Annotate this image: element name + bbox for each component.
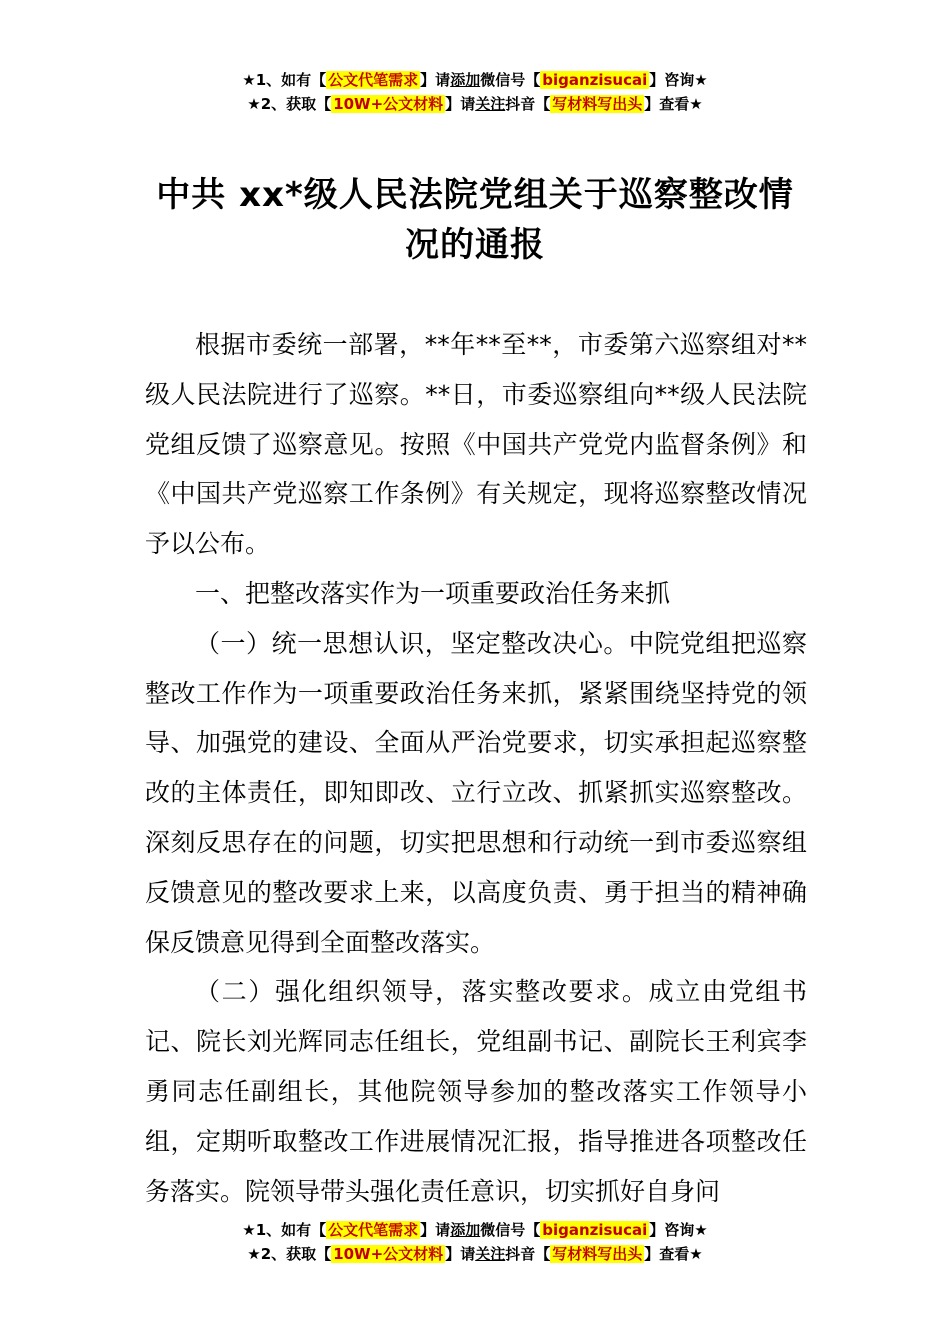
header-promo-banner: [0, 68, 950, 116]
promo-highlight: 写材料写出头: [552, 95, 643, 113]
promo-text: ★2、获取【: [247, 1245, 332, 1263]
promo-highlight: 10W+公文材料: [333, 95, 444, 113]
promo-highlight: biganzisucai: [542, 1221, 648, 1239]
promo-line-2: [0, 92, 950, 116]
promo-text: ★1、如有【: [242, 71, 327, 89]
promo-line-1: [0, 1218, 950, 1242]
promo-highlight: 公文代笔需求: [328, 1221, 419, 1239]
paragraph: （一）统一思想认识，坚定整改决心。中院党组把巡察整改工作作为一项重要政治任务来抓，紧紧围绕坚持党的领导、加强党的建设、全面从严治党要求，切实承担起巡察整改的主体责任，即知即改、立行立改、抓紧抓实巡察整改。深刻反思存在的问题，切实把思想和行动统一到市委巡察组反馈意见的整改要求上来，以高度负责、勇于担当的精神确保反馈意见得到全面整改落实。: [145, 628, 807, 957]
promo-text: 微信号【: [480, 1221, 541, 1239]
promo-text: 】咨询★: [649, 1221, 708, 1239]
paragraph: （二）强化组织领导，落实整改要求。成立由党组书记、院长刘光辉同志任组长，党组副书记、副院长王利宾李勇同志任副组长，其他院领导参加的整改落实工作领导小组，定期听取整改工作进展情况汇报，指导推进各项整改任务落实。院领导带头强化责任意识，切实抓好自身问: [145, 977, 807, 1206]
promo-text: 】查看★: [644, 95, 703, 113]
promo-underline: 关注: [475, 95, 506, 113]
paragraph: 根据市委统一部署，**年**至**，市委第六巡察组对**级人民法院进行了巡察。**日，市委巡察组向**级人民法院党组反馈了巡察意见。按照《中国共产党党内监督条例》和《中国共产党巡察工作条例》有关规定，现将巡察整改情况予以公布。: [145, 330, 807, 559]
promo-highlight: 写材料写出头: [552, 1245, 643, 1263]
promo-underline: 添加: [450, 1221, 481, 1239]
promo-underline: 添加: [450, 71, 481, 89]
promo-text: 】请: [445, 1245, 476, 1263]
promo-text: 】咨询★: [649, 71, 708, 89]
promo-text: ★2、获取【: [247, 95, 332, 113]
promo-text: 抖音【: [505, 1245, 551, 1263]
promo-text: 】请: [420, 1221, 451, 1239]
section-heading: 一、把整改落实作为一项重要政治任务来抓: [195, 578, 671, 608]
promo-highlight: 公文代笔需求: [328, 71, 419, 89]
promo-underline: 关注: [475, 1245, 506, 1263]
promo-highlight: 10W+公文材料: [333, 1245, 444, 1263]
promo-text: 】请: [445, 95, 476, 113]
promo-text: ★1、如有【: [242, 1221, 327, 1239]
promo-text: 】请: [420, 71, 451, 89]
promo-text: 微信号【: [480, 71, 541, 89]
promo-line-2: [0, 1242, 950, 1266]
promo-text: 】查看★: [644, 1245, 703, 1263]
footer-promo-banner: [0, 1218, 950, 1266]
promo-line-1: [0, 68, 950, 92]
promo-text: 抖音【: [505, 95, 551, 113]
document-title: 中共 xx*级人民法院党组关于巡察整改情况的通报: [156, 175, 794, 265]
promo-highlight: biganzisucai: [542, 71, 648, 89]
document-body: [145, 320, 807, 1216]
